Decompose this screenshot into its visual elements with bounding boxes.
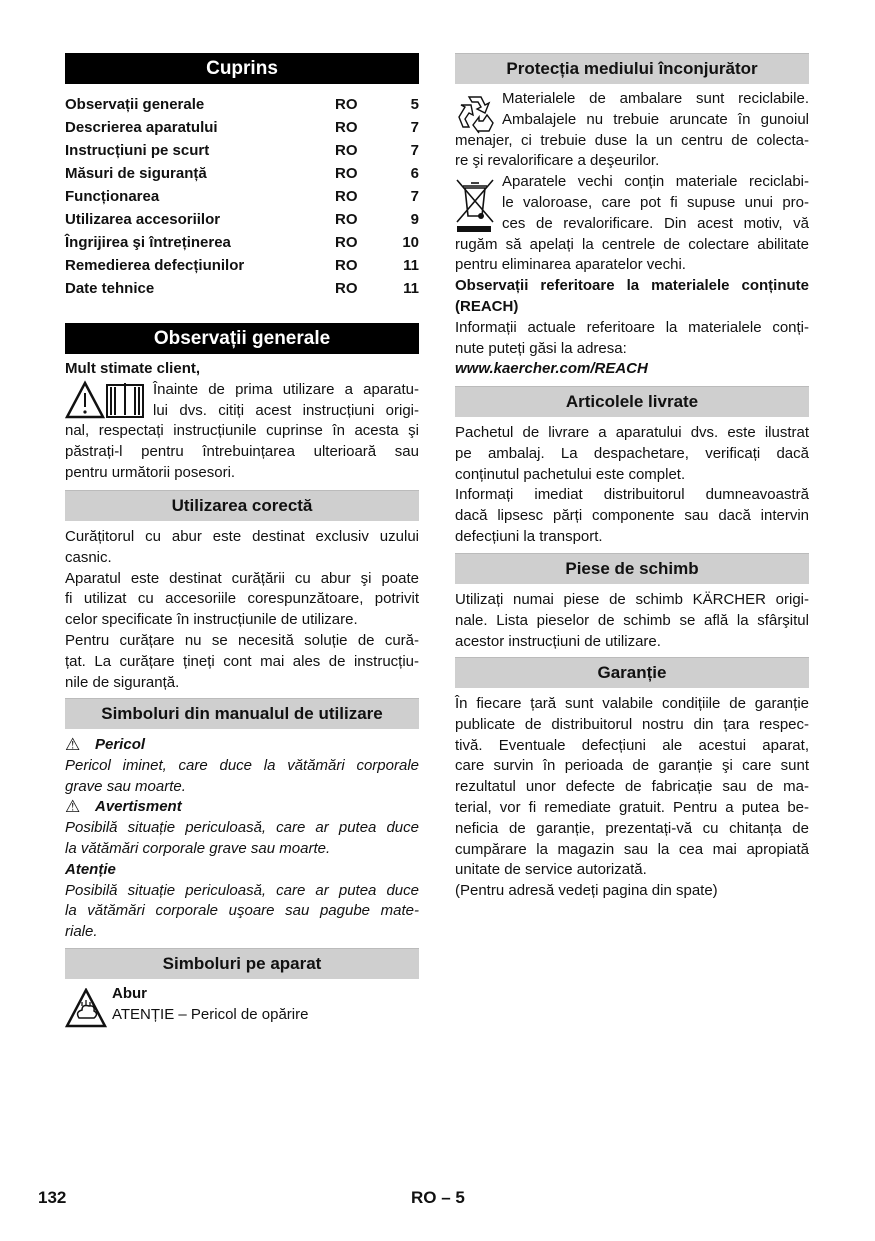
toc-entry-page: 7 bbox=[410, 188, 419, 205]
toc-entry[interactable] bbox=[65, 208, 419, 231]
text-line: cumpărare la magazin sau la cea mai apropiată bbox=[455, 840, 809, 858]
text-line: Pentru curățare nu se necesită soluție de cură- bbox=[65, 631, 419, 649]
text-line: nute puteți găsi la adresa: bbox=[455, 339, 627, 357]
general-title: Observații generale bbox=[65, 323, 419, 354]
toc-title: Cuprins bbox=[65, 53, 419, 84]
text-line: Aparatul este destinat curățării cu abur şi poate bbox=[65, 569, 419, 587]
symbol-description: Posibilă situație periculoasă, care ar putea duce bbox=[65, 819, 419, 837]
reach-heading: (REACH) bbox=[455, 297, 519, 315]
text-line: pentru eliminarea aparatelor vechi. bbox=[455, 256, 686, 274]
toc-entry[interactable] bbox=[65, 277, 419, 300]
toc-entry-lang: RO bbox=[335, 257, 358, 274]
symbol-label bbox=[65, 797, 419, 818]
text-line: (Pentru adresă vedeți pagina din spate) bbox=[455, 882, 718, 900]
spares-section bbox=[455, 553, 809, 652]
text-line: În fiecare țară sunt valabile condițiile de garanție bbox=[455, 695, 809, 712]
correct-use-title: Utilizarea corectă bbox=[65, 490, 419, 521]
general-section bbox=[65, 323, 419, 484]
manual-symbols-section bbox=[65, 698, 419, 943]
symbol-label bbox=[65, 735, 419, 756]
device-symbols-section bbox=[65, 948, 419, 1026]
environment-title: Protecția mediului înconjurător bbox=[455, 53, 809, 84]
page-number: 132 bbox=[38, 1188, 67, 1207]
toc-entry[interactable] bbox=[65, 254, 419, 277]
toc-section bbox=[65, 53, 419, 300]
symbol-description: la vătămări corporale grave sau moarte. bbox=[65, 839, 331, 857]
toc-entry-title: Măsuri de siguranță bbox=[65, 165, 207, 182]
text-line: dacă lipsesc părți componente sau dacă intervin bbox=[455, 507, 809, 525]
text-line: menajer, ci trebuie duse la un centru de colecta- bbox=[455, 131, 809, 149]
symbol-label: Atenție bbox=[65, 860, 116, 878]
environment-section bbox=[455, 53, 809, 380]
spares-title: Piese de schimb bbox=[455, 553, 809, 584]
text-line: celor specificate în instrucțiunile de utilizare. bbox=[65, 611, 358, 629]
text-line: pentru următorii posesori. bbox=[65, 463, 236, 481]
text-line: Materialele de ambalare sunt reciclabile. bbox=[502, 90, 809, 107]
reach-heading: Observații referitoare la materialele conținute bbox=[455, 277, 809, 295]
toc-entry-title: Observații generale bbox=[65, 96, 205, 113]
text-line: fi utilizat cu accesoriile corespunzătoare, potrivit bbox=[65, 590, 419, 608]
text-line: publicate de distribuitorul nostru din țara respec- bbox=[455, 715, 809, 733]
toc-entry-title: Utilizarea accesoriilor bbox=[65, 211, 221, 228]
warranty-section bbox=[455, 657, 809, 902]
text-line: ces de revalorificare. Din acest motiv, vă bbox=[502, 214, 809, 232]
steam-hazard-icon bbox=[65, 988, 107, 1028]
toc-entry-title: Instrucțiuni pe scurt bbox=[65, 142, 210, 159]
toc-entry-lang: RO bbox=[335, 119, 358, 136]
toc-entry-lang: RO bbox=[335, 142, 358, 159]
text-line: Înainte de prima utilizare a aparatu- bbox=[153, 380, 419, 398]
symbol-description: grave sau moarte. bbox=[65, 777, 186, 795]
toc-entry-page: 6 bbox=[410, 165, 419, 182]
text-line: Informați imediat distribuitorul dumneavoastră bbox=[455, 486, 809, 504]
toc-entry-lang: RO bbox=[335, 211, 358, 228]
text-line: Ambalajele nu trebuie aruncate în gunoiul bbox=[502, 110, 809, 128]
device-symbols-title: Simboluri pe aparat bbox=[65, 948, 419, 979]
toc-entry-lang: RO bbox=[335, 234, 358, 251]
warranty-title: Garanție bbox=[455, 657, 809, 688]
text-line: Utilizați numai piese de schimb KÄRCHER origi- bbox=[455, 591, 809, 608]
text-line: re şi revalorificare a deşeurilor. bbox=[455, 152, 660, 170]
text-line: rezultatul unor defecte de fabricație sau de ma- bbox=[455, 778, 809, 796]
text-line: nal, respectați instrucțiunile cuprinse în acesta şi bbox=[65, 422, 419, 440]
warning-icon: ⚠ bbox=[65, 735, 81, 754]
toc-entry-lang: RO bbox=[335, 280, 358, 297]
toc-entry[interactable] bbox=[65, 116, 419, 139]
toc-entry[interactable] bbox=[65, 162, 419, 185]
greeting: Mult stimate client, bbox=[65, 360, 201, 377]
warning-icon: ⚠ bbox=[65, 797, 81, 817]
symbol-description: la vătămări corporale uşoare sau pagube mate- bbox=[65, 902, 419, 920]
toc-entry[interactable] bbox=[65, 93, 419, 116]
toc-entry-page: 7 bbox=[410, 119, 419, 136]
text-line: neficia de garanție, prezentați-vă cu chitanța de bbox=[455, 819, 809, 837]
text-line: rugăm să apelați la centrele de colectare abilitate bbox=[455, 235, 809, 253]
scope-title: Articolele livrate bbox=[455, 386, 809, 417]
text-line: terial, vor fi remediate gratuit. Pentru a putea be- bbox=[455, 798, 809, 816]
toc-entry-page: 9 bbox=[410, 211, 419, 228]
correct-use-section bbox=[65, 490, 419, 693]
toc-entry-page: 11 bbox=[403, 280, 419, 297]
text-line: defecțiuni la transport. bbox=[455, 527, 603, 545]
text-line: Pachetul de livrare a aparatului dvs. este ilustrat bbox=[455, 424, 809, 441]
toc-entry-title: Remedierea defecțiunilor bbox=[65, 257, 245, 274]
toc-entry[interactable] bbox=[65, 231, 419, 254]
reach-link[interactable]: www.kaercher.com/REACH bbox=[455, 360, 648, 378]
toc-entry-lang: RO bbox=[335, 188, 358, 205]
toc-entry-title: Funcționarea bbox=[65, 188, 160, 205]
section-page: RO – 5 bbox=[411, 1188, 465, 1207]
text-line: unitate de service autorizată. bbox=[455, 861, 647, 879]
toc-entry-title: Descrierea aparatului bbox=[65, 119, 218, 136]
symbol-label-text: Pericol bbox=[95, 736, 146, 753]
manual-symbols-title: Simboluri din manualul de utilizare bbox=[65, 698, 419, 729]
steam-label: Abur bbox=[112, 985, 147, 1002]
toc-entry-title: Date tehnice bbox=[65, 280, 155, 297]
text-line: Aparatele vechi conțin materiale reciclabi- bbox=[502, 173, 809, 191]
warning-book-icon bbox=[65, 379, 147, 421]
text-line: acestor instrucțiuni de utilizare. bbox=[455, 632, 661, 650]
text-line: pe ambalaj. La despachetare, verificați dacă bbox=[455, 444, 809, 462]
scope-section bbox=[455, 386, 809, 548]
symbol-description: Posibilă situație periculoasă, care ar putea duce bbox=[65, 881, 419, 899]
toc-entry-page: 10 bbox=[402, 234, 419, 251]
toc-entry-title: Îngrijirea şi întreținerea bbox=[65, 234, 231, 251]
text-line: care survin în perioada de garanție şi care sunt bbox=[455, 757, 809, 775]
text-line: Informații actuale referitoare la materialele conți- bbox=[455, 318, 809, 336]
text-line: țat. La curățare țineți cont mai ales de instrucțiu- bbox=[65, 652, 419, 670]
toc-entry-page: 7 bbox=[410, 142, 419, 159]
symbol-label-text: Avertisment bbox=[95, 798, 182, 816]
recycle-icon bbox=[455, 93, 495, 135]
text-line: le valoroase, care pot fi supuse unui pro- bbox=[502, 193, 809, 211]
toc-entry-lang: RO bbox=[335, 165, 358, 182]
text-line: tivă. Eventuale defecțiuni ale acestui aparat, bbox=[455, 736, 809, 754]
toc-entry-page: 5 bbox=[410, 96, 419, 113]
text-line: nile de siguranță. bbox=[65, 673, 180, 691]
steam-text: ATENȚIE – Pericol de opărire bbox=[112, 1005, 309, 1023]
text-line: lui dvs. citiți acest instrucțiuni origi- bbox=[153, 401, 419, 419]
toc-entry-page: 11 bbox=[403, 257, 419, 274]
text-line: nale. Lista pieselor de schimb se află la sfârşitul bbox=[455, 611, 809, 629]
toc-entry-lang: RO bbox=[335, 96, 358, 113]
text-line: păstrați-l pentru întrebuințarea ulterioară sau bbox=[65, 443, 419, 461]
toc-entry[interactable] bbox=[65, 185, 419, 208]
text-line: Curățitorul cu abur este destinat exclusiv uzului bbox=[65, 528, 419, 545]
crossed-bin-icon bbox=[455, 178, 495, 233]
toc-entry[interactable] bbox=[65, 139, 419, 162]
symbol-description: riale. bbox=[65, 923, 98, 941]
text-line: casnic. bbox=[65, 548, 112, 566]
text-line: conținutul pachetului este complet. bbox=[455, 465, 686, 483]
symbol-description: Pericol iminet, care duce la vătămări corporale bbox=[65, 756, 419, 774]
